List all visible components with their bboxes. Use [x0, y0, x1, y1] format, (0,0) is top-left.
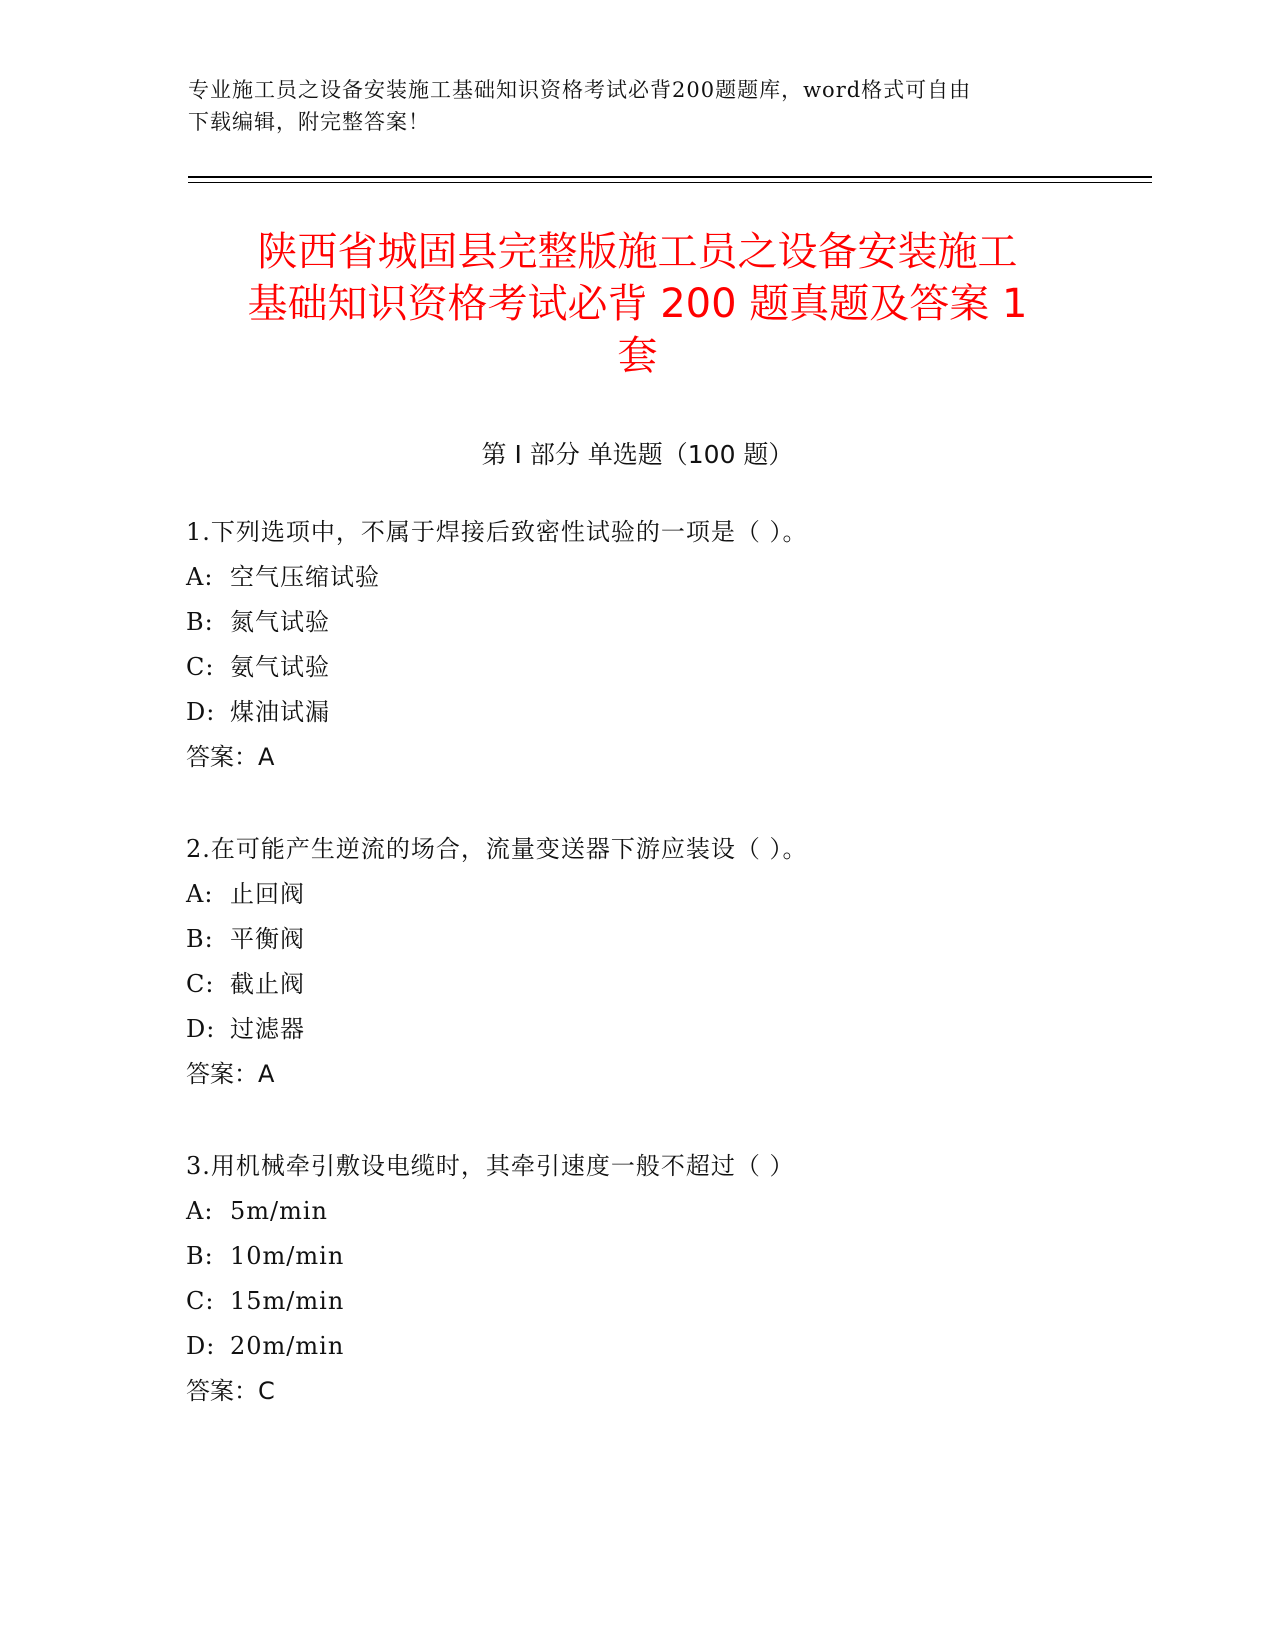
header-note	[188, 74, 1068, 138]
option-text: 煤油试漏	[230, 698, 330, 726]
option-b	[186, 1234, 1086, 1279]
option-a	[186, 872, 1086, 917]
option-text: 平衡阀	[230, 925, 305, 953]
option-letter: A:	[186, 1197, 214, 1225]
option-c	[186, 1279, 1086, 1324]
option-a	[186, 1189, 1086, 1234]
option-d	[186, 690, 1086, 735]
option-d	[186, 1324, 1086, 1369]
option-c	[186, 962, 1086, 1007]
option-text: 5m/min	[230, 1197, 329, 1225]
document-title	[150, 226, 1125, 382]
header-divider-thin	[188, 182, 1152, 183]
option-letter: B:	[186, 1242, 214, 1270]
title-line-1: 陕西省城固县完整版施工员之设备安装施工	[257, 229, 1018, 275]
option-letter: A:	[186, 563, 214, 591]
title-line-3: 套	[617, 333, 658, 379]
question-text: 2.在可能产生逆流的场合，流量变送器下游应装设（ ）。	[186, 835, 808, 863]
option-letter: D:	[186, 698, 216, 726]
option-text: 20m/min	[230, 1332, 345, 1360]
option-text: 15m/min	[230, 1287, 345, 1315]
option-text: 截止阀	[230, 970, 305, 998]
option-letter: D:	[186, 1015, 216, 1043]
question-2	[186, 827, 1086, 1097]
option-letter: C:	[186, 653, 215, 681]
option-a	[186, 555, 1086, 600]
option-text: 过滤器	[230, 1015, 305, 1043]
answer: 答案：A	[186, 743, 275, 771]
option-d	[186, 1007, 1086, 1052]
option-c	[186, 645, 1086, 690]
question-3	[186, 1144, 1086, 1414]
option-text: 10m/min	[230, 1242, 345, 1270]
section-heading: 第 I 部分 单选题（100 题）	[481, 440, 794, 469]
header-divider-thick	[188, 176, 1152, 178]
question-text: 3.用机械牵引敷设电缆时，其牵引速度一般不超过（ ）	[186, 1152, 795, 1180]
header-note-line-1: 专业施工员之设备安装施工基础知识资格考试必背200题题库，word格式可自由	[188, 78, 972, 102]
option-text: 氮气试验	[230, 608, 330, 636]
option-text: 空气压缩试验	[230, 563, 380, 591]
option-text: 氨气试验	[230, 653, 330, 681]
option-letter: B:	[186, 925, 214, 953]
option-letter: D:	[186, 1332, 216, 1360]
question-1	[186, 510, 1086, 780]
option-letter: C:	[186, 1287, 215, 1315]
header-note-line-2: 下载编辑，附完整答案！	[188, 110, 430, 134]
option-letter: A:	[186, 880, 214, 908]
option-letter: B:	[186, 608, 214, 636]
question-text: 1.下列选项中，不属于焊接后致密性试验的一项是（ ）。	[186, 518, 808, 546]
option-letter: C:	[186, 970, 215, 998]
option-text: 止回阀	[230, 880, 305, 908]
title-line-2: 基础知识资格考试必背 200 题真题及答案 1	[247, 281, 1028, 327]
option-b	[186, 917, 1086, 962]
option-b	[186, 600, 1086, 645]
answer: 答案：C	[186, 1377, 275, 1405]
answer: 答案：A	[186, 1060, 275, 1088]
